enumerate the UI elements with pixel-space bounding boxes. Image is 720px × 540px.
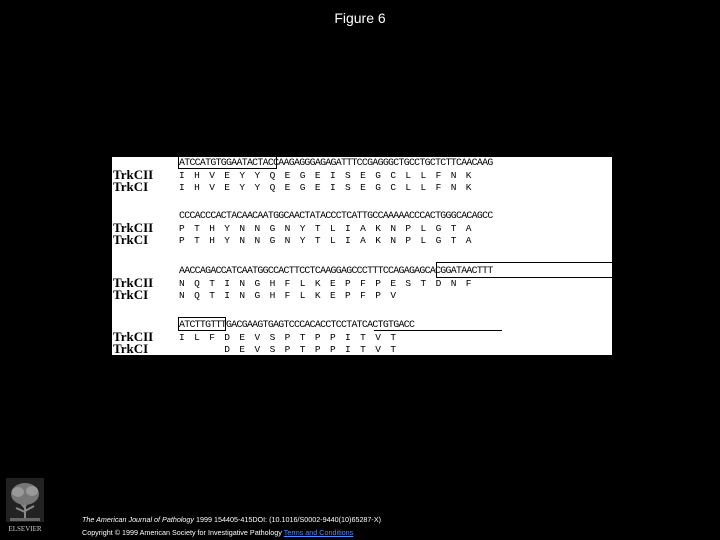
amino-acid: D (224, 332, 230, 343)
amino-acid: E (329, 278, 336, 289)
amino-acid: E (239, 332, 246, 343)
amino-acid: Y (239, 170, 246, 181)
amino-acid: L (420, 170, 427, 181)
amino-acid: T (194, 223, 200, 234)
amino-acid: D (224, 344, 230, 355)
amino-acid: P (345, 290, 351, 301)
citation-line (82, 515, 381, 524)
amino-acid: P (405, 223, 412, 234)
amino-acid: P (179, 223, 185, 234)
amino-acid: G (375, 182, 381, 193)
terms-link[interactable]: Terms and Conditions (283, 528, 354, 537)
amino-acid: V (375, 344, 381, 355)
amino-acid: K (314, 278, 321, 289)
amino-acid: P (345, 278, 351, 289)
amino-acid: H (269, 290, 276, 301)
amino-acid: P (314, 344, 321, 355)
amino-acid: C (390, 170, 397, 181)
amino-acid: T (360, 344, 366, 355)
amino-acid: P (314, 332, 321, 343)
amino-acid: H (209, 223, 215, 234)
amino-acid: V (254, 332, 261, 343)
amino-acid: V (209, 170, 215, 181)
amino-acid: L (405, 170, 412, 181)
trkcii-protein (179, 332, 405, 343)
amino-acid: A (360, 235, 366, 246)
amino-acid: E (390, 278, 397, 289)
amino-acid: S (345, 170, 351, 181)
copyright-line (82, 528, 353, 537)
amino-acid: I (345, 332, 351, 343)
amino-acid: E (329, 290, 336, 301)
amino-acid: P (284, 332, 291, 343)
elsevier-logo-icon (6, 478, 44, 534)
trkci-label: TrkCI (113, 341, 149, 356)
amino-acid: G (254, 278, 261, 289)
amino-acid: L (299, 290, 306, 301)
amino-acid: V (375, 332, 381, 343)
amino-acid: T (450, 223, 457, 234)
trkci-protein (179, 344, 405, 355)
amino-acid: A (465, 223, 472, 234)
copyright-text: Copyright © 1999 American Society for Investigative Pathology (82, 528, 282, 537)
amino-acid: P (179, 235, 185, 246)
trkcii-label: TrkCII (113, 275, 154, 290)
amino-acid: K (375, 235, 381, 246)
amino-acid: H (269, 278, 276, 289)
amino-acid: E (360, 182, 366, 193)
amino-acid: F (284, 290, 291, 301)
amino-acid: N (450, 182, 457, 193)
highlight-box (436, 262, 613, 278)
amino-acid: E (314, 182, 321, 193)
amino-acid: F (360, 290, 366, 301)
trkcii-label: TrkCII (113, 167, 154, 182)
amino-acid: P (405, 235, 412, 246)
trkci-label: TrkCI (113, 179, 149, 194)
amino-acid: T (420, 278, 427, 289)
amino-acid: G (269, 235, 276, 246)
amino-acid: E (224, 170, 230, 181)
amino-acid: S (269, 344, 276, 355)
amino-acid: V (390, 290, 397, 301)
amino-acid: I (329, 182, 336, 193)
amino-acid: E (239, 344, 246, 355)
amino-acid: Q (269, 170, 276, 181)
amino-acid: V (254, 344, 261, 355)
amino-acid: N (284, 223, 291, 234)
amino-acid: Q (269, 182, 276, 193)
amino-acid: T (194, 235, 200, 246)
amino-acid: T (299, 332, 306, 343)
amino-acid: I (179, 170, 185, 181)
amino-acid: I (179, 182, 185, 193)
amino-acid: H (194, 182, 200, 193)
trkcii-label: TrkCII (113, 329, 154, 344)
amino-acid: K (314, 290, 321, 301)
trkci-label: TrkCI (113, 232, 149, 247)
citation-text: 1999 154405-415DOI: (10.1016/S0002-9440(10)65287-X) (194, 515, 382, 524)
amino-acid: L (329, 235, 336, 246)
amino-acid: P (329, 332, 336, 343)
journal-name: The American Journal of Pathology (82, 515, 194, 524)
logo-wordmark: ELSEVIER (8, 525, 42, 533)
figure-title: Figure 6 (334, 10, 386, 26)
amino-acid: H (194, 170, 200, 181)
trkcii-label: TrkCII (113, 220, 154, 235)
amino-acid: G (435, 223, 442, 234)
amino-acid: F (435, 182, 442, 193)
amino-acid: T (450, 235, 457, 246)
amino-acid: N (239, 223, 246, 234)
amino-acid: Y (254, 182, 261, 193)
nucleotide-sequence: AACCAGACCATCAATGGCCACTTCCTCAAGGAGCCCTTTCCAGAGAGCACGGATAACTTT (179, 265, 493, 276)
amino-acid: L (299, 278, 306, 289)
amino-acid: I (224, 278, 230, 289)
amino-acid: G (254, 290, 261, 301)
amino-acid: N (254, 223, 261, 234)
amino-acid: L (405, 182, 412, 193)
amino-acid: K (465, 182, 472, 193)
amino-acid: S (269, 332, 276, 343)
amino-acid: L (420, 223, 427, 234)
amino-acid: Q (194, 290, 200, 301)
amino-acid: I (345, 235, 351, 246)
trkci-protein (179, 235, 481, 246)
amino-acid: V (209, 182, 215, 193)
trkcii-protein (179, 278, 481, 289)
amino-acid: F (360, 278, 366, 289)
underline-mark (374, 330, 502, 331)
amino-acid: E (284, 170, 291, 181)
amino-acid: N (239, 235, 246, 246)
amino-acid: E (284, 182, 291, 193)
amino-acid: F (209, 332, 215, 343)
amino-acid: I (224, 290, 230, 301)
amino-acid: N (179, 278, 185, 289)
amino-acid: L (420, 235, 427, 246)
amino-acid: N (239, 290, 246, 301)
trkci-label: TrkCI (113, 287, 149, 302)
amino-acid: I (345, 344, 351, 355)
nucleotide-sequence: ATCCATGTGGAATACTACCAAGAGGGAGAGATTTCCGAGGGCTGCCTGCTCTTCAACAAG (179, 157, 493, 168)
amino-acid: Y (224, 235, 230, 246)
nucleotide-sequence: ATCTTGTTTGACGAAGTGAGTCCCACACCTCCTATCACTGTGACC (179, 319, 415, 330)
amino-acid: I (329, 170, 336, 181)
amino-acid: S (405, 278, 412, 289)
amino-acid: K (375, 223, 381, 234)
amino-acid: G (435, 235, 442, 246)
amino-acid: N (450, 170, 457, 181)
amino-acid: N (254, 235, 261, 246)
amino-acid: G (299, 182, 306, 193)
amino-acid: T (209, 290, 215, 301)
amino-acid: F (284, 278, 291, 289)
amino-acid: Y (224, 223, 230, 234)
amino-acid: Y (254, 170, 261, 181)
amino-acid: I (345, 223, 351, 234)
amino-acid: N (284, 235, 291, 246)
amino-acid: H (209, 235, 215, 246)
amino-acid: A (360, 223, 366, 234)
amino-acid: T (299, 344, 306, 355)
amino-acid: P (375, 278, 381, 289)
amino-acid: K (465, 170, 472, 181)
amino-acid: N (239, 278, 246, 289)
amino-acid: E (314, 170, 321, 181)
sequence-alignment-figure (112, 157, 612, 355)
amino-acid: Y (299, 223, 306, 234)
amino-acid: E (224, 182, 230, 193)
amino-acid: A (465, 235, 472, 246)
amino-acid: Y (239, 182, 246, 193)
amino-acid: N (450, 278, 457, 289)
amino-acid: T (314, 223, 321, 234)
amino-acid: G (269, 223, 276, 234)
amino-acid: Y (299, 235, 306, 246)
amino-acid: C (390, 182, 397, 193)
amino-acid: L (194, 332, 200, 343)
amino-acid: F (435, 170, 442, 181)
trkcii-protein (179, 170, 481, 181)
amino-acid: G (299, 170, 306, 181)
amino-acid: P (329, 344, 336, 355)
amino-acid: N (179, 290, 185, 301)
amino-acid: E (360, 170, 366, 181)
amino-acid: T (209, 278, 215, 289)
amino-acid: D (435, 278, 442, 289)
amino-acid: Q (194, 278, 200, 289)
highlight-box (178, 317, 226, 331)
amino-acid: L (329, 223, 336, 234)
amino-acid: F (465, 278, 472, 289)
nucleotide-sequence: CCCACCCACTACAACAATGGCAACTATACCCTCATTGCCAAAAACCCACTGGGCACAGCC (179, 210, 493, 221)
trkci-protein (179, 182, 481, 193)
amino-acid: G (375, 170, 381, 181)
amino-acid: N (390, 235, 397, 246)
trkci-protein (179, 290, 481, 301)
amino-acid: T (390, 332, 397, 343)
trkcii-protein (179, 223, 481, 234)
amino-acid: N (390, 223, 397, 234)
amino-acid: I (179, 332, 185, 343)
amino-acid: P (375, 290, 381, 301)
amino-acid: T (314, 235, 321, 246)
amino-acid: T (360, 332, 366, 343)
highlight-box (178, 156, 277, 169)
amino-acid: S (345, 182, 351, 193)
amino-acid: T (390, 344, 397, 355)
amino-acid: P (284, 344, 291, 355)
amino-acid: L (420, 182, 427, 193)
